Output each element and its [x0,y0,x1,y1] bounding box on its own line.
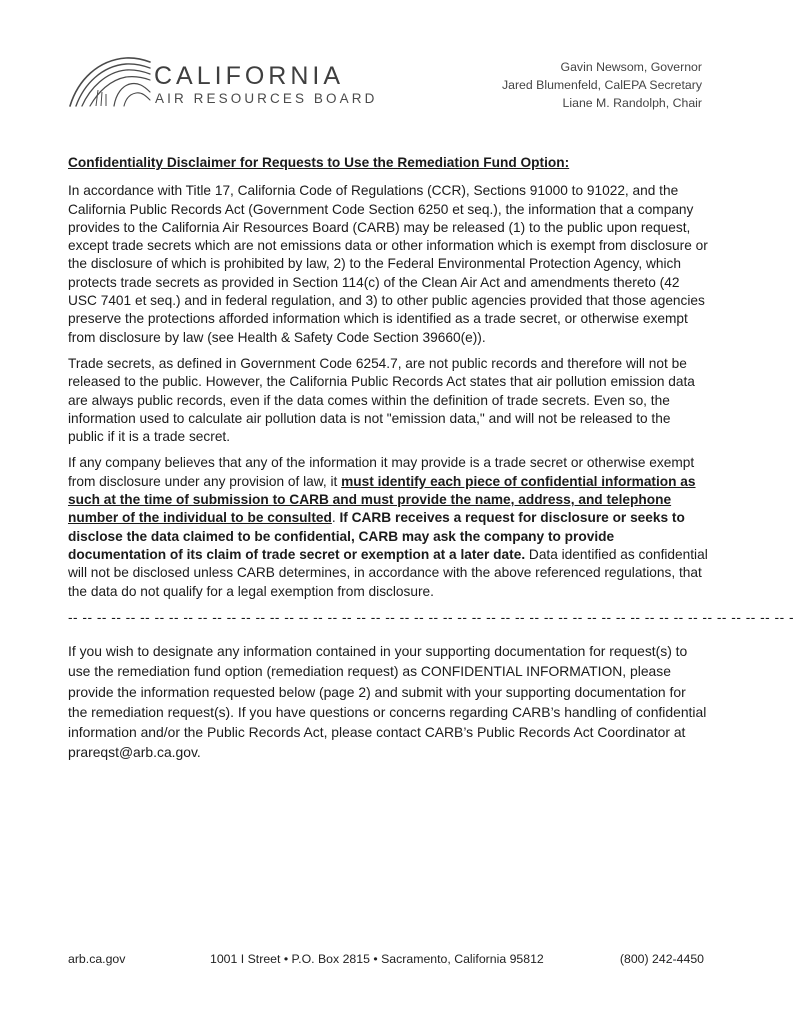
p3-intro: If any company believes that any of the information it may provide is a trade secret or otherwise exempt from disclosure under any provision of law, it [68,455,695,489]
p3-must-identify: must identify each piece of confidential information as such at the time of submission to CARB and must provide the name, address, and telephone number of the individual to be consulted [68,473,696,526]
carb-logo [68,50,378,110]
document-body [68,154,794,762]
carb-logo-mark-icon [68,50,152,108]
paragraph-confidential-claims [68,454,708,600]
paragraph-designate-confidential: If you wish to designate any information contained in your supporting documentation for request(s) to use the remediation fund option (remediation request) as CONFIDENTIAL INFORMATION, please provide the information requested below (page 2) and submit with your supporting documentation for the remediation request(s). If you have questions or concerns regarding CARB’s handling of confidential information and/or the Public Records Act, please contact CARB’s Public Records Act Coordinator at prareqst@arb.ca.gov. [68,643,707,761]
document-heading: Confidentiality Disclaimer for Requests to Use the Remediation Fund Option: [68,155,570,170]
logo-subtitle: AIR RESOURCES BOARD [155,91,378,106]
logo-title: CALIFORNIA [154,62,345,90]
paragraph-trade-secrets: Trade secrets, as defined in Government Code 6254.7, are not public records and therefore will not be released to the public. However, the California Public Records Act states that air pollution emission data are always public records, even if the data comes within the definition of trade secrets. Even so, the information used to calculate air pollution data is not "emission data," and will not be released to the public if it is a trade secret. [68,355,695,445]
official-calepa-secretary: Jared Blumenfeld, CalEPA Secretary [501,78,702,92]
officials-list [502,58,702,112]
dashed-separator: -- -- -- -- -- -- -- -- -- -- -- -- -- -- -- -- -- -- -- -- -- -- -- -- -- -- -- -- -- -- -- -- -- -- -- -- -- -- -- -- -- -- -- -- -- -- -- -- -- -- - [68,609,794,625]
p3-after-underline: . [331,510,340,526]
official-chair: Liane M. Randolph, Chair [562,96,702,110]
paragraph-ccr: In accordance with Title 17, California Code of Regulations (CCR), Sections 91000 to 91022, and the California Public Records Act (Government Code Section 6250 et seq.), the information that a company provides to the California Air Resources Board (CARB) may be released (1) to the public upon request, except trade secrets which are not emissions data or other information which is exempt from disclosure or the disclosure of which is prohibited by law, 2) to the Federal Environmental Protection Agency, which protects trade secrets as provided in Section 114(c) of the Clean Air Act and amendments thereto (42 USC 7401 et seq.) and in federal regulation, and 3) to other public agencies provided that those agencies preserve the protections afforded information which is identified as a trade secret, or otherwise exempt from disclosure by law (see Health & Safety Code Section 39660(e)). [68,183,708,345]
p3-ending: Data identified as confidential will not be disclosed unless CARB determines, in accordance with the above referenced regulations, that the data do not qualify for a legal exemption from disclosure. [68,546,708,599]
footer-phone: (800) 242-4450 [619,952,704,966]
footer-website: arb.ca.gov [68,952,126,966]
official-governor: Gavin Newsom, Governor [560,60,702,74]
footer-address: 1001 I Street • P.O. Box 2815 • Sacramento, California 95812 [210,952,544,966]
p3-carb-request: If CARB receives a request for disclosure or seeks to disclose the data claimed to be confidential, CARB may ask the company to provide documentation of its claim of trade secret or exemption at a later date. [68,510,685,562]
